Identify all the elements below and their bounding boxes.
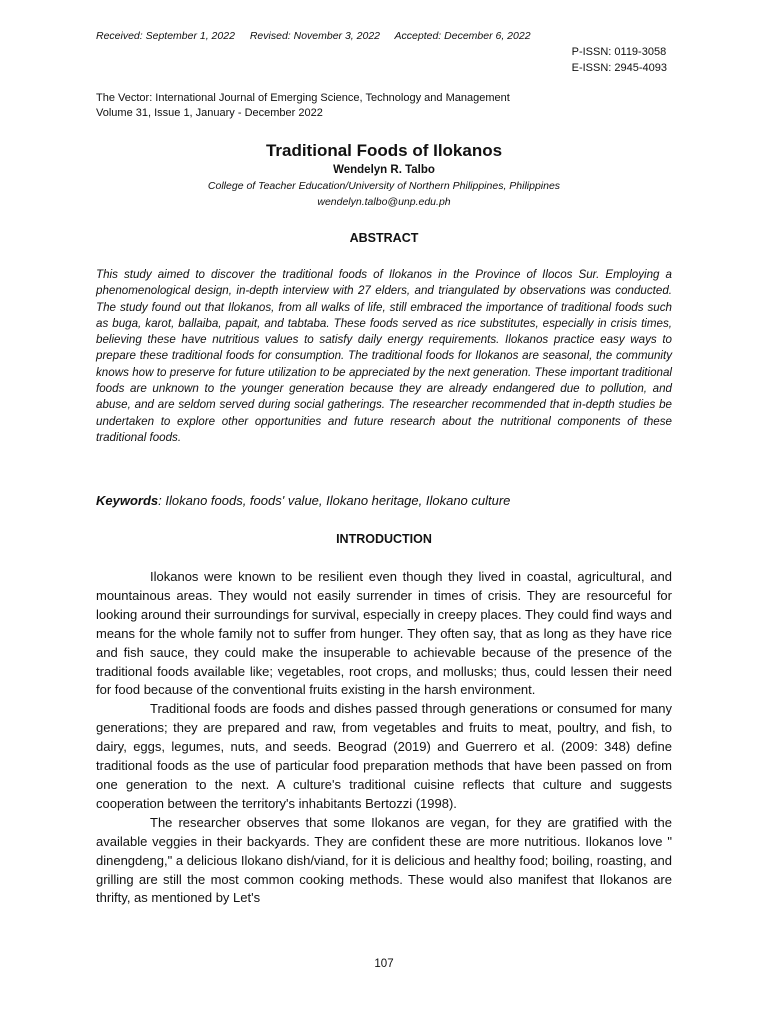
received-date: Received: September 1, 2022 (96, 30, 235, 42)
author-name: Wendelyn R. Talbo (333, 164, 435, 176)
introduction-body (96, 568, 672, 908)
journal-volume: Volume 31, Issue 1, January - December 2022 (96, 107, 323, 119)
publication-dates (96, 30, 543, 42)
issn-block (572, 44, 667, 76)
page-number: 107 (374, 958, 394, 970)
journal-name: The Vector: International Journal of Emerging Science, Technology and Management (96, 92, 510, 104)
p-issn: P-ISSN: 0119-3058 (571, 46, 667, 58)
keywords-line (96, 493, 510, 508)
revised-date: Revised: November 3, 2022 (249, 30, 380, 42)
e-issn: E-ISSN: 2945-4093 (571, 62, 667, 74)
paper-title: Traditional Foods of Ilokanos (265, 141, 503, 160)
abstract-text: This study aimed to discover the traditional foods of Ilokanos in the Province of Ilocos Sur. Employing a phenomenological design, in-depth interview with 27 elders, and triangulated by observations was conducted. The study found out that Ilokanos, from all walks of life, still embraced the importance of traditional foods such as buga, karot, ballaiba, papait, and tabtaba. These foods served as rice substitutes, especially in crisis times, believing these have nutritious values to satisfy daily energy requirements. Ilokanos practice easy ways to prepare these traditional foods for consumption. The traditional foods for Ilokanos are seasonal, the community knows how to preserve for future utilization to be appreciated by the next generation. These important traditional foods are unknown to the younger generation because they are already endangered due to pollution, and abuse, and are seldom served during social gatherings. The researcher recommended that in-depth studies be undertaken to explore other opportunities and future research about the nutritional components of these traditional foods. (96, 268, 672, 444)
keywords-separator: : (158, 493, 166, 508)
author-affiliation: College of Teacher Education/University of Northern Philippines, Philippines (207, 180, 561, 192)
accepted-date: Accepted: December 6, 2022 (394, 30, 531, 42)
keywords-label: Keywords (96, 493, 159, 508)
abstract-heading: ABSTRACT (349, 231, 419, 245)
keywords-text: Ilokano foods, foods' value, Ilokano heritage, Ilokano culture (165, 493, 511, 508)
author-email: wendelyn.talbo@unp.edu.ph (317, 196, 451, 208)
introduction-heading: INTRODUCTION (336, 532, 432, 546)
intro-paragraph-3: The researcher observes that some Ilokanos are vegan, for they are gratified with the available veggies in their backyards. They are confident these are more nutritious. Ilokanos love " dinengdeng," a delicious Ilokano dish/viand, for it is delicious and healthy food; boiling, roasting, and grilling are still the most common cooking methods. These would also manifest that Ilokanos are thrifty, as mentioned by Let's (96, 814, 672, 906)
intro-paragraph-2: Traditional foods are foods and dishes passed through generations or consumed for many generations; they are prepared and raw, from vegetables and fruits to meat, poultry, and fish, to dairy, eggs, legumes, nuts, and seeds. Beograd (2019) and Guerrero et al. (2009: 348) define traditional foods as the use of particular food preparation methods that have been passed on from one generation to the next. A culture's traditional cuisine reflects that culture and suggests cooperation between the territory's inhabitants Bertozzi (1998). (96, 701, 672, 811)
journal-info (96, 91, 510, 121)
intro-paragraph-1: Ilokanos were known to be resilient even though they lived in coastal, agricultural, and mountainous areas. They would not easily surrender in times of crisis. They are resourceful for looking around their surroundings for survival, especially in creepy places. They could find ways and means for the whole family not to suffer from hunger. They often say, that as long as they have rice and fish sauce, they could make the insuperable to achievable because of the presence of the traditional foods available like; vegetables, root crops, and mollusks; thus, could lessen their need for food because of the conventional fruits existing in the harsh environment. (96, 569, 672, 698)
